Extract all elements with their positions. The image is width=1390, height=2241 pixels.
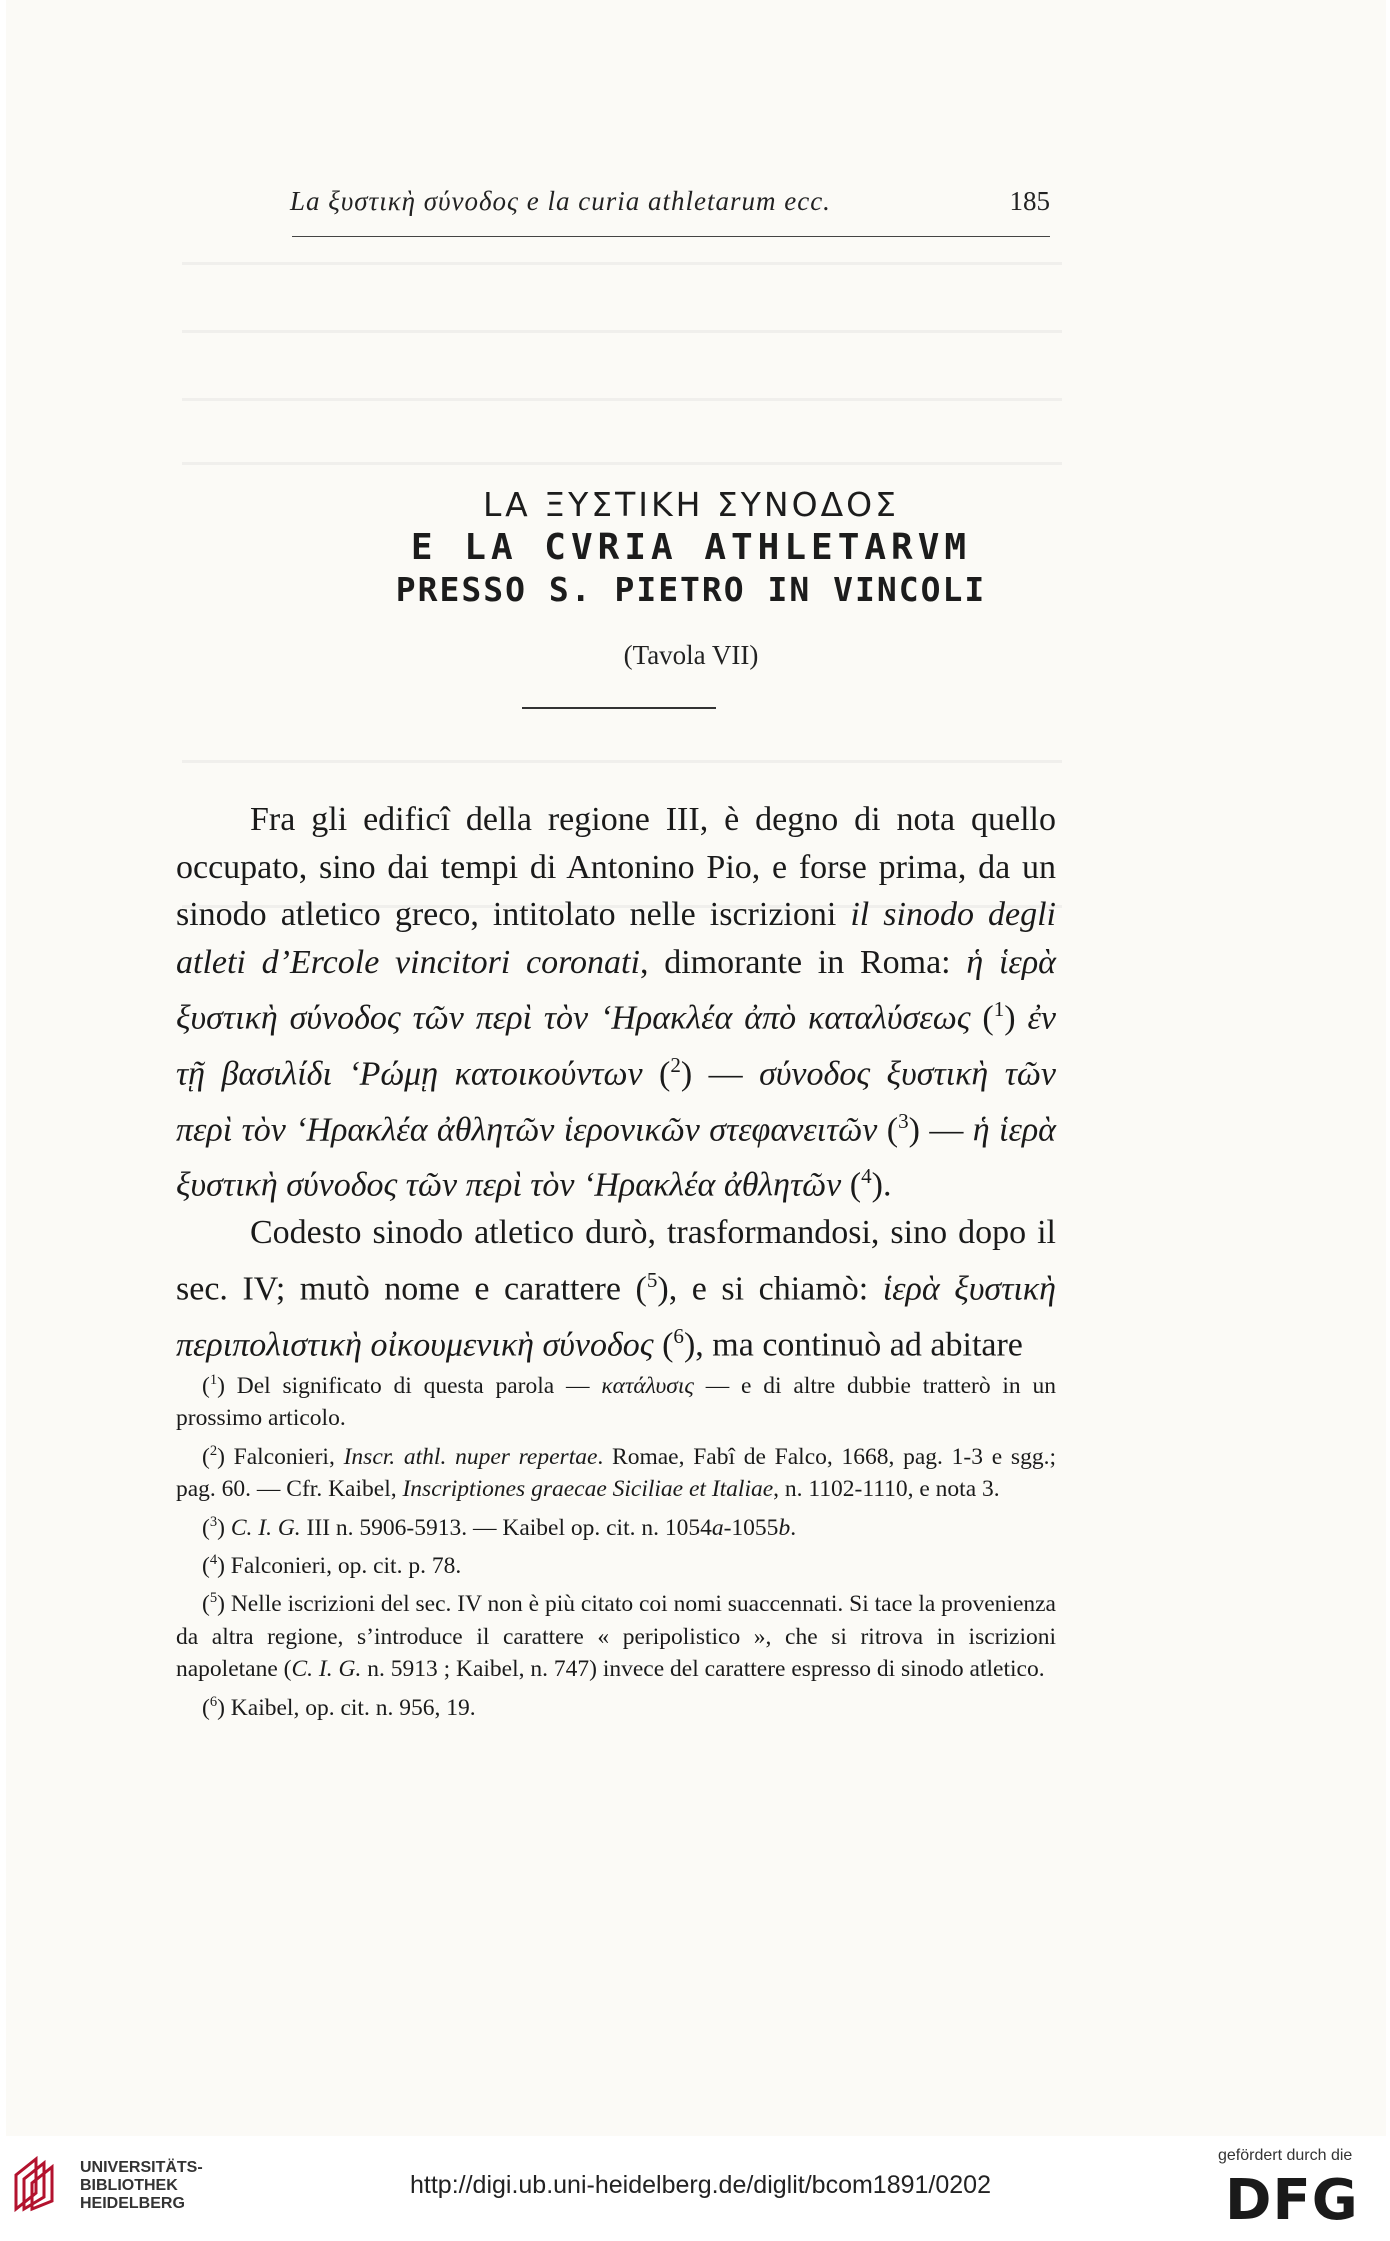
running-head-title: La ξυστικὴ σύνοδος e la curia athletarum ecc. bbox=[290, 186, 831, 216]
library-name-line: HEIDELBERG bbox=[80, 2195, 185, 2212]
dfg-logo: DFG bbox=[1225, 2168, 1359, 2233]
bleed-through bbox=[182, 398, 1062, 401]
article-title-line-1: LA ΞΥΣΤΙΚΗ ΣΥΝΟΔΟΣ bbox=[483, 485, 899, 524]
library-name-line: UNIVERSITÄTS- bbox=[80, 2159, 203, 2176]
library-name bbox=[80, 2159, 203, 2213]
footnote: ($^6$) Kaibel, op. cit. n. 956, 19. bbox=[202, 1693, 476, 1721]
running-head bbox=[290, 186, 1050, 226]
title-rule bbox=[522, 707, 716, 709]
body-text bbox=[176, 796, 1056, 1368]
footnote: ($^2$) Falconieri, Inscr. athl. nuper repertae. Romae, Fabî de Falco, 1668, pag. 1-3 e sgg.; pag. 60. — Cfr. Kaibel, Inscriptiones graecae Siciliae et Italiae, n. 1102-1110, e nota 3. bbox=[176, 1442, 1056, 1503]
bleed-through bbox=[182, 462, 1062, 465]
library-name-line: BIBLIOTHEK bbox=[80, 2177, 178, 2194]
bleed-through bbox=[182, 760, 1062, 763]
sponsor-label: gefördert durch die bbox=[1218, 2147, 1353, 2164]
bleed-through bbox=[182, 330, 1062, 333]
running-head-rule bbox=[292, 236, 1050, 237]
bleed-through bbox=[182, 262, 1062, 265]
permalink-url[interactable]: http://digi.ub.uni-heidelberg.de/diglit/bcom1891/0202 bbox=[410, 2171, 991, 2199]
body-paragraph: Codesto sinodo atletico durò, trasformandosi, sino dopo il sec. IV; mutò nome e carattere ($^5$), e si chiamò: ἱερὰ ξυστικὴ περιπολιστικὴ οἰκουμενικὴ σύνοδος ($^6$), ma continuò ad abitare bbox=[176, 1214, 1056, 1363]
footnotes bbox=[176, 1364, 1056, 1724]
body-paragraph: Fra gli edificî della regione III, è degno di nota quello occupato, sino dai tempi di Antonino Pio, e forse prima, da un sinodo atletico greco, intitolato nelle iscrizioni il sinodo degli atleti d’Ercole vincitori coronati, dimorante in Roma: ἡ ἱερὰ ξυστικὴ σύνοδος τῶν περὶ τὸν ‘Ηρακλέα ἀπὸ καταλύσεως ($^1$) ἐν τῇ βασιλίδι ‘Ρώμῃ κατοικούντων ($^2$) — σύνοδος ξυστικὴ τῶν περὶ τὸν ‘Ηρακλέα ἀθλητῶν ἱερονικῶν στεφανειτῶν ($^3$) — ἡ ἱερὰ ξυστικὴ σύνοδος τῶν περὶ τὸν ‘Ηρακλέα ἀθλητῶν ($^4$). bbox=[176, 801, 1057, 1204]
article-title-line-3: PRESSO S. PIETRO IN VINCOLI bbox=[395, 570, 987, 609]
ub-heidelberg-logo-icon bbox=[10, 2153, 72, 2215]
footnote: ($^3$) C. I. G. III n. 5906-5913. — Kaibel op. cit. n. 1054a-1055b. bbox=[202, 1513, 797, 1541]
plate-reference: (Tavola VII) bbox=[623, 640, 759, 670]
footnote: ($^1$) Del significato di questa parola — κατάλυσις — e di altre dubbie tratterò in un prossimo articolo. bbox=[176, 1372, 1056, 1432]
footnote: ($^5$) Nelle iscrizioni del sec. IV non è più citato coi nomi suaccennati. Si tace la provenienza da altra regione, s’introduce il carattere « peripolistico », che si ritrova in iscrizioni napoletane (C. I. G. n. 5913 ; Kaibel, n. 747) invece del carattere espresso di sinodo atletico. bbox=[176, 1590, 1056, 1683]
page-number: 185 bbox=[1009, 186, 1050, 216]
footnote: ($^4$) Falconieri, op. cit. p. 78. bbox=[202, 1551, 462, 1579]
article-title-line-2: E LA CVRIA ATHLETARVM bbox=[410, 527, 972, 568]
